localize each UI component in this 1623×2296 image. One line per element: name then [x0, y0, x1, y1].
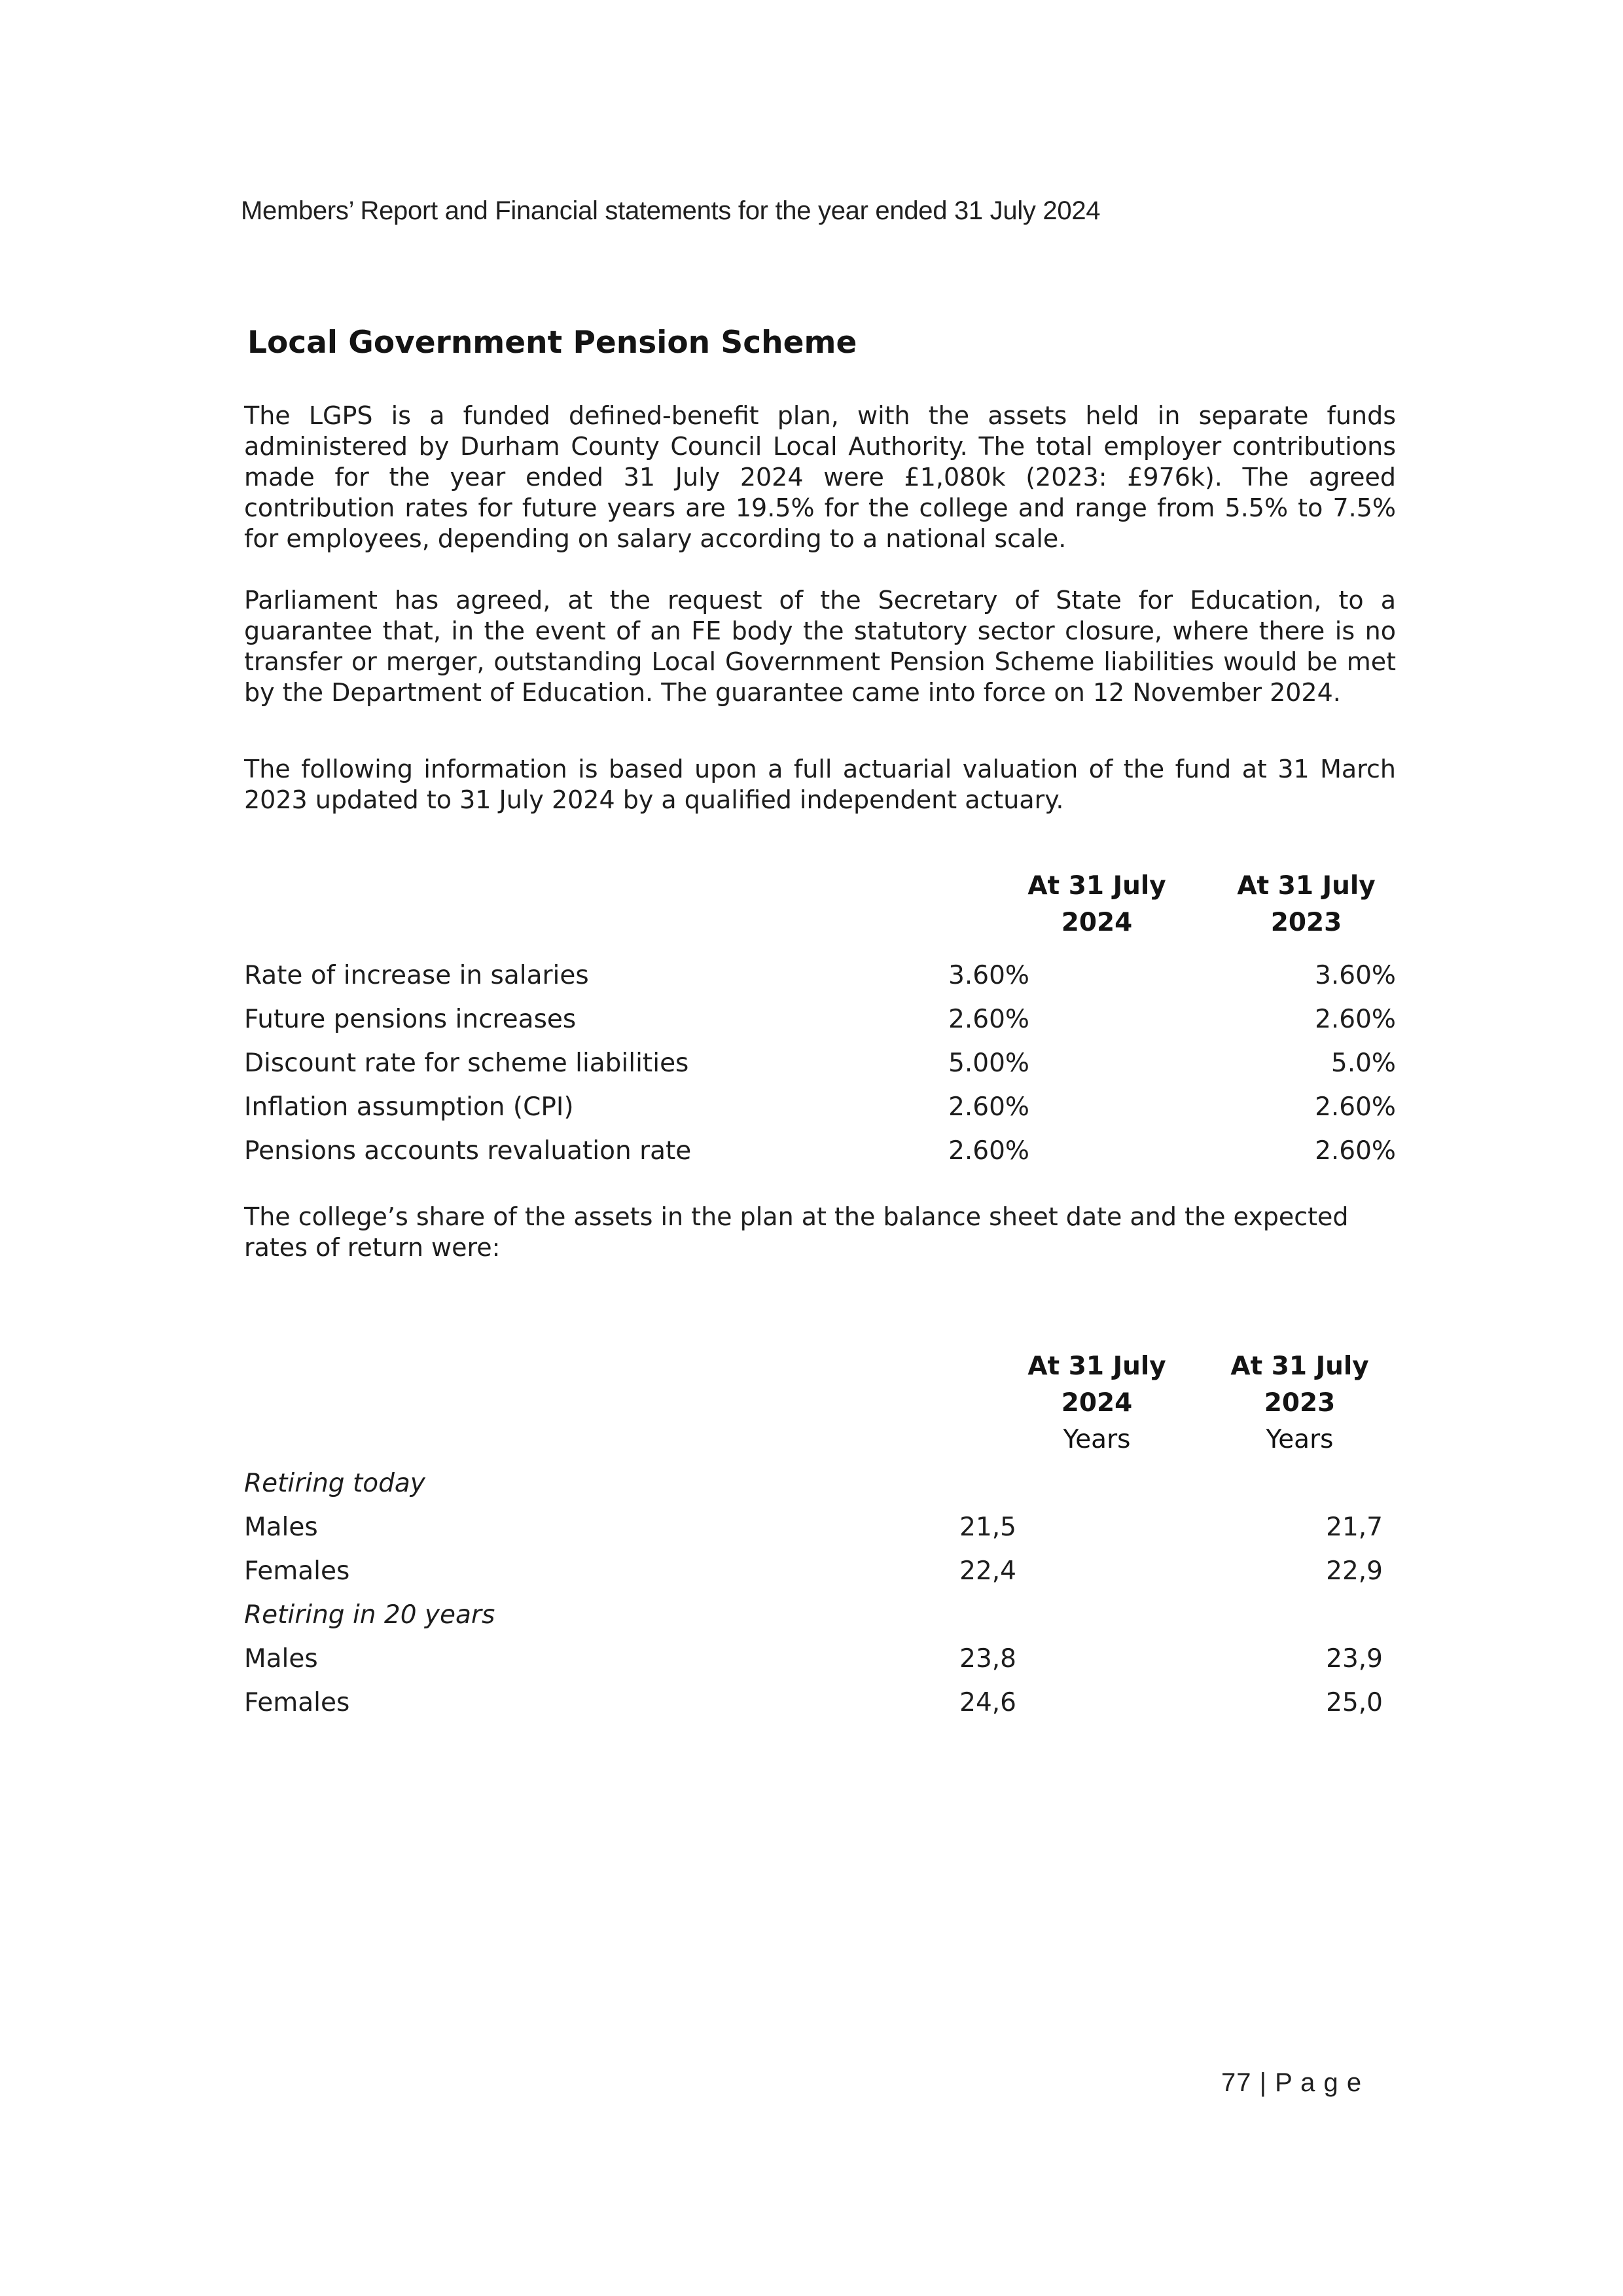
value-2024: 5.00%: [948, 1049, 1029, 1078]
column-header-2024: [1012, 868, 1182, 941]
value-2023: 5.0%: [1330, 1049, 1396, 1078]
row-label: Females: [244, 1556, 350, 1586]
table-row: [244, 1556, 1416, 1596]
value-2024: 23,8: [959, 1644, 1016, 1674]
column-header-2023: [1221, 868, 1391, 941]
value-2023: 2.60%: [1315, 1092, 1396, 1122]
value-2023: 21,7: [1326, 1513, 1383, 1542]
table-row: [244, 1513, 1416, 1552]
table-row: [244, 1688, 1416, 1727]
value-2024: 2.60%: [948, 1136, 1029, 1166]
table-row: [244, 1092, 1416, 1132]
value-2024: 2.60%: [948, 1005, 1029, 1034]
table-row: [244, 1644, 1416, 1683]
row-label: Females: [244, 1688, 350, 1717]
paragraph-lgps-intro: The LGPS is a funded defined-benefit plan, with the assets held in separate funds administered by Durham County Council Local Authority. The total employer contributions made for the year ended 31 July 2024 were £1,080k (2023: £976k). The agreed contribution rates for future years are 19.5% for the college and range from 5.5% to 7.5% for employees, depending on salary according to a national scale.: [244, 401, 1396, 553]
row-label: Pensions accounts revaluation rate: [244, 1136, 692, 1166]
column-header-2024: [1012, 1348, 1182, 1458]
value-2024: 2.60%: [948, 1092, 1029, 1122]
row-label: Males: [244, 1513, 318, 1542]
paragraph-guarantee: Parliament has agreed, at the request of the Secretary of State for Education, to a guarantee that, in the event of an FE body the statutory sector closure, where there is no transfer or merger, outstanding Local Government Pension Scheme liabilities would be met by the Department of Education. The guarantee came into force on 12 November 2024.: [244, 586, 1396, 707]
group-heading-row: [244, 1600, 1416, 1640]
section-title: Local Government Pension Scheme: [247, 325, 857, 361]
column-header-year: 2024: [1061, 1388, 1133, 1418]
table-row: [244, 1049, 1416, 1088]
paragraph-actuarial: The following information is based upon a full actuarial valuation of the fund at 31 March 2023 updated to 31 July 2024 by a qualified independent actuary.: [244, 755, 1396, 814]
row-label: Discount rate for scheme liabilities: [244, 1049, 689, 1078]
column-header-line: At 31 July: [1027, 1352, 1166, 1381]
column-header-year: 2023: [1264, 1388, 1336, 1418]
value-2024: 3.60%: [948, 961, 1029, 990]
column-header-unit: Years: [1063, 1425, 1131, 1454]
column-header-line: At 31 July: [1230, 1352, 1369, 1381]
column-header-2023: [1215, 1348, 1385, 1458]
value-2023: 23,9: [1326, 1644, 1383, 1674]
value-2024: 22,4: [959, 1556, 1016, 1586]
page-number: 77 | P a g e: [1221, 2068, 1363, 2097]
column-header-line: At 31 July: [1237, 871, 1376, 901]
value-2023: 2.60%: [1315, 1136, 1396, 1166]
row-label: Rate of increase in salaries: [244, 961, 589, 990]
value-2024: 24,6: [959, 1688, 1016, 1717]
row-label: Future pensions increases: [244, 1005, 577, 1034]
row-label: Inflation assumption (CPI): [244, 1092, 574, 1122]
page-header: Members’ Report and Financial statements for the year ended 31 July 2024: [241, 196, 1101, 225]
row-label: Males: [244, 1644, 318, 1674]
column-header-year: 2024: [1061, 908, 1133, 937]
column-header-line: At 31 July: [1027, 871, 1166, 901]
column-header-unit: Years: [1266, 1425, 1334, 1454]
group-heading-row: [244, 1469, 1416, 1508]
value-2024: 21,5: [959, 1513, 1016, 1542]
value-2023: 25,0: [1326, 1688, 1383, 1717]
value-2023: 2.60%: [1315, 1005, 1396, 1034]
table-row: [244, 961, 1416, 1000]
group-heading: Retiring today: [244, 1469, 425, 1498]
paragraph-assets-share: The college’s share of the assets in the plan at the balance sheet date and the expected rates of return were:: [244, 1202, 1349, 1262]
column-header-year: 2023: [1270, 908, 1342, 937]
group-heading: Retiring in 20 years: [244, 1600, 495, 1630]
table-row: [244, 1005, 1416, 1044]
table-row: [244, 1136, 1416, 1175]
value-2023: 3.60%: [1315, 961, 1396, 990]
value-2023: 22,9: [1326, 1556, 1383, 1586]
